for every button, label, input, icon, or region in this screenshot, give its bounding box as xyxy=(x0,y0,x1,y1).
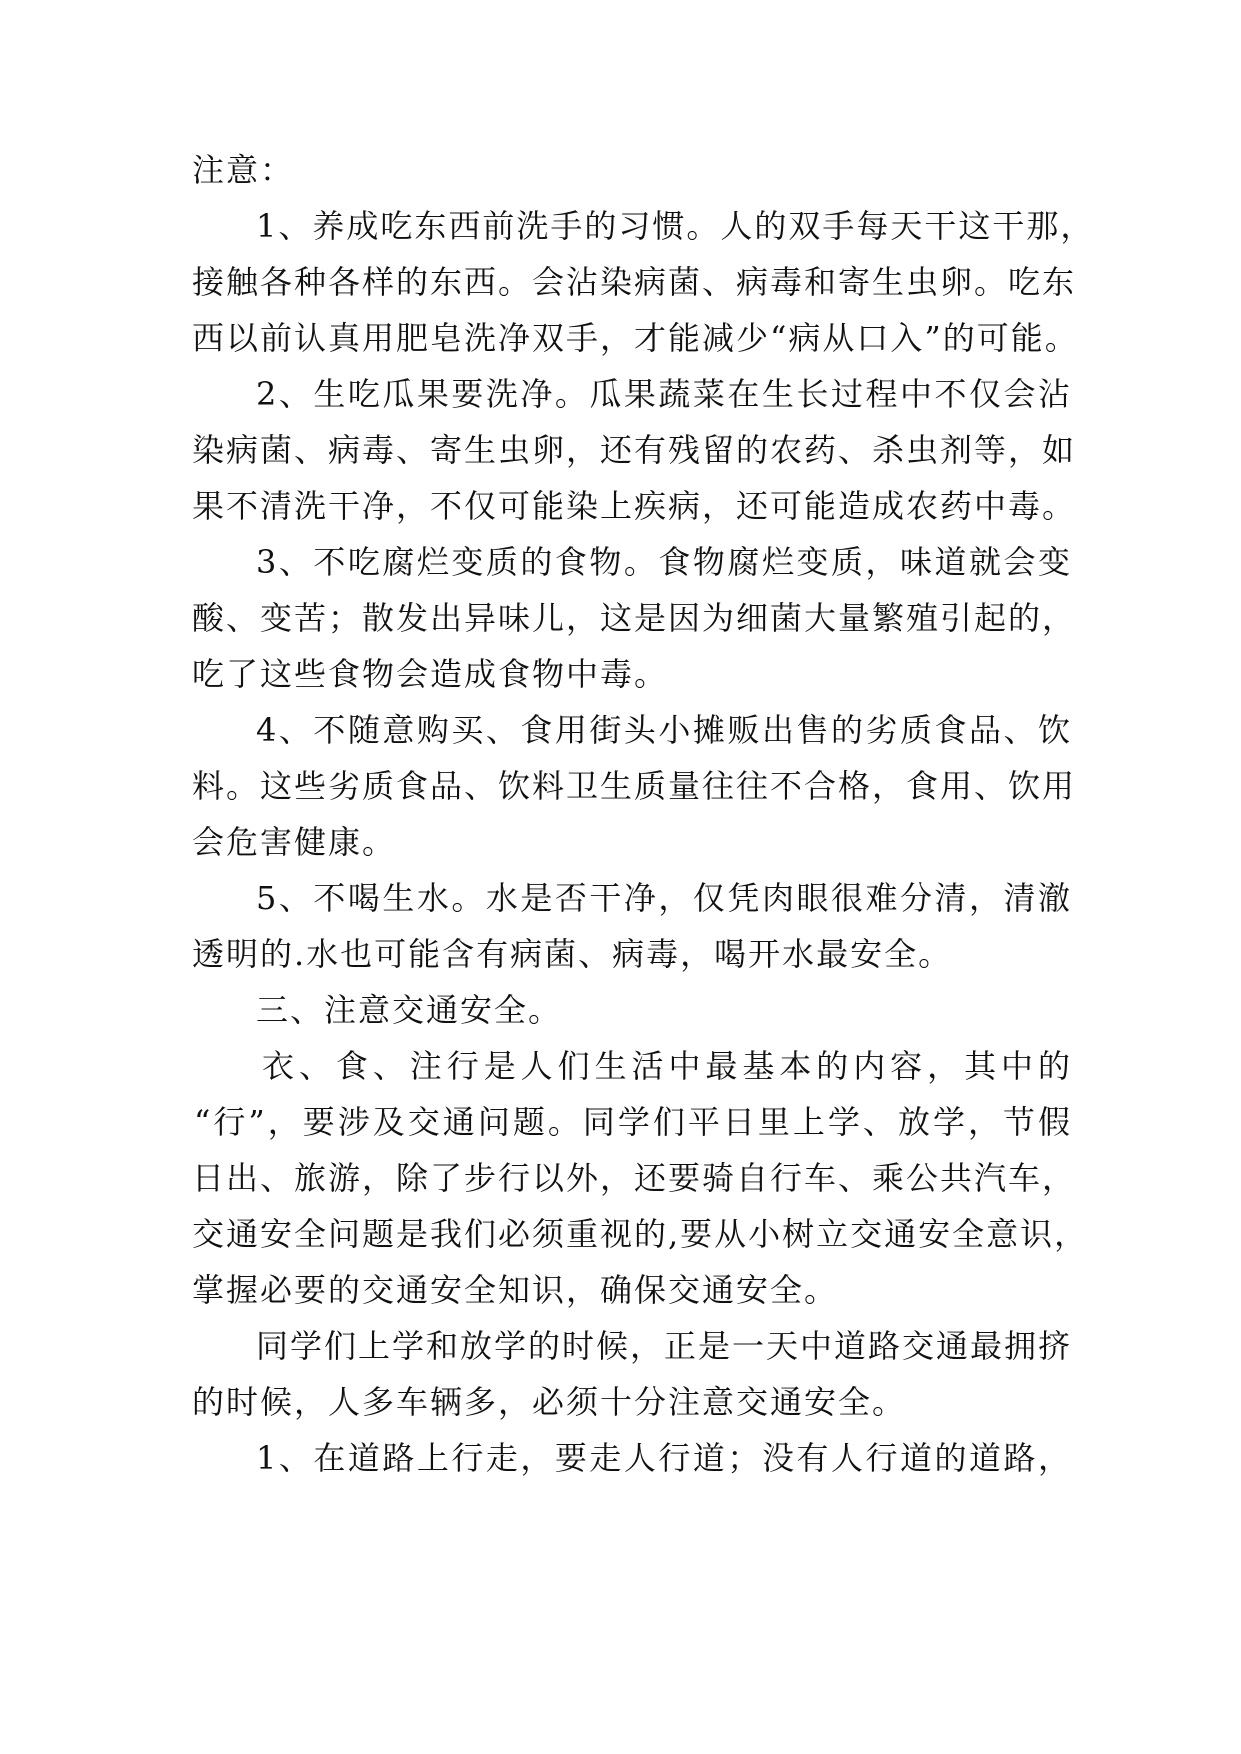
text-line: 西以前认真用肥皂洗净双手，才能减少“病从口入”的可能。 xyxy=(192,319,1079,357)
text-line: 3、不吃腐烂变质的食物。食物腐烂变质，味道就会变 xyxy=(256,543,1072,581)
text-line: 2、生吃瓜果要洗净。瓜果蔬菜在生长过程中不仅会沾 xyxy=(256,375,1072,413)
text-line: 染病菌、病毒、寄生虫卵，还有残留的农药、杀虫剂等，如 xyxy=(192,431,1077,469)
text-line: 交通安全问题是我们必须重视的,要从小树立交通安全意识， xyxy=(192,1215,1089,1253)
text-line: 5、不喝生水。水是否干净，仅凭肉眼很难分清，清澈 xyxy=(256,879,1072,917)
text-line: 会危害健康。 xyxy=(192,823,397,861)
text-line: 4、不随意购买、食用街头小摊贩出售的劣质食品、饮 xyxy=(256,711,1072,749)
text-line: 接触各种各样的东西。会沾染病菌、病毒和寄生虫卵。吃东 xyxy=(192,263,1077,301)
text-line: 1、在道路上行走，要走人行道；没有人行道的道路， xyxy=(256,1439,1072,1477)
text-line: 料。这些劣质食品、饮料卫生质量往往不合格，食用、饮用 xyxy=(192,767,1077,805)
text-line: 衣、食、注行是人们生活中最基本的内容，其中的 xyxy=(262,1047,1072,1085)
text-line: 同学们上学和放学的时候，正是一天中道路交通最拥挤 xyxy=(256,1327,1073,1365)
text-line: “行”，要涉及交通问题。同学们平日里上学、放学，节假 xyxy=(194,1103,1072,1141)
text-line: 注意： xyxy=(192,151,295,189)
text-line: 吃了这些食物会造成食物中毒。 xyxy=(192,655,669,693)
text-line: 日出、旅游，除了步行以外，还要骑自行车、乘公共汽车， xyxy=(192,1159,1077,1197)
text-line: 酸、变苦；散发出异味儿，这是因为细菌大量繁殖引起的， xyxy=(192,599,1077,637)
text-line: 的时候，人多车辆多，必须十分注意交通安全。 xyxy=(192,1383,907,1421)
text-line: 透明的.水也可能含有病菌、病毒，喝开水最安全。 xyxy=(192,935,953,973)
section-heading: 三、注意交通安全。 xyxy=(256,991,563,1029)
text-line: 掌握必要的交通安全知识，确保交通安全。 xyxy=(192,1271,839,1309)
text-line: 1、养成吃东西前洗手的习惯。人的双手每天干这干那， xyxy=(256,207,1095,245)
text-line: 果不清洗干净，不仅可能染上疾病，还可能造成农药中毒。 xyxy=(192,487,1077,525)
